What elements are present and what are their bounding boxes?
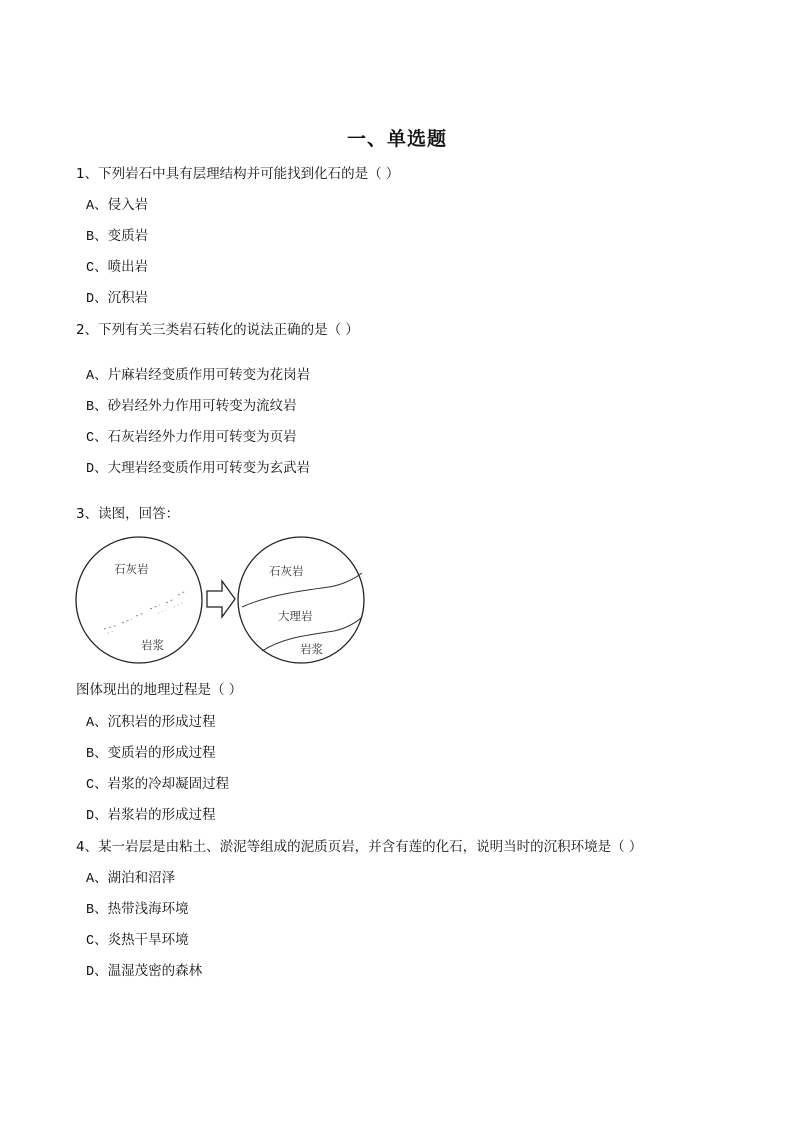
- right-top-label: 石灰岩: [269, 564, 304, 578]
- option-text: 炎热干旱环境: [107, 932, 189, 948]
- option-text: 温湿茂密的森林: [107, 963, 203, 979]
- question-3-option-c[interactable]: [86, 772, 229, 793]
- question-3-option-b[interactable]: [86, 741, 216, 762]
- option-letter: A、: [86, 199, 108, 214]
- rock-transformation-figure: [74, 533, 368, 667]
- option-text: 沉积岩: [107, 290, 149, 306]
- left-circle: [76, 537, 202, 663]
- question-2-option-d[interactable]: [86, 456, 310, 477]
- question-1-stem: 1、下列岩石中具有层理结构并可能找到化石的是（ ）: [76, 166, 400, 182]
- question-4-option-d[interactable]: [86, 959, 202, 980]
- option-letter: B、: [86, 230, 108, 245]
- question-1-option-b[interactable]: [86, 224, 148, 245]
- option-text: 砂岩经外力作用可转变为流纹岩: [107, 398, 297, 414]
- question-2-option-b[interactable]: [86, 394, 297, 415]
- left-bottom-label: 岩浆: [141, 638, 164, 652]
- question-1-option-a[interactable]: [86, 193, 148, 214]
- option-text: 大理岩经变质作用可转变为玄武岩: [107, 460, 311, 476]
- arrow-right-icon: [207, 581, 235, 617]
- option-text: 岩浆岩的形成过程: [107, 807, 216, 823]
- question-4-option-c[interactable]: [86, 928, 189, 949]
- option-text: 湖泊和沼泽: [107, 870, 176, 886]
- option-text: 沉积岩的形成过程: [107, 714, 216, 730]
- question-3-option-d[interactable]: [86, 803, 216, 824]
- option-text: 喷出岩: [107, 259, 149, 275]
- option-letter: D、: [86, 462, 108, 477]
- option-text: 岩浆的冷却凝固过程: [107, 776, 230, 792]
- question-4-option-a[interactable]: [86, 866, 175, 887]
- question-2-option-a[interactable]: [86, 363, 310, 384]
- option-text: 热带浅海环境: [107, 901, 189, 917]
- option-letter: D、: [86, 809, 108, 824]
- left-contact-dashes: [104, 591, 186, 629]
- option-letter: C、: [86, 778, 108, 793]
- question-2-stem: 2、下列有关三类岩石转化的说法正确的是（ ）: [76, 322, 359, 338]
- right-bottom-label: 岩浆: [300, 642, 323, 656]
- option-letter: B、: [86, 747, 108, 762]
- question-2-option-c[interactable]: [86, 425, 297, 446]
- option-letter: D、: [86, 965, 108, 980]
- question-3-sub-stem: 图体现出的地理过程是（ ）: [76, 682, 243, 698]
- option-letter: C、: [86, 431, 108, 446]
- question-1-option-c[interactable]: [86, 255, 148, 276]
- option-letter: C、: [86, 261, 108, 276]
- question-3-option-a[interactable]: [86, 710, 216, 731]
- option-letter: A、: [86, 872, 108, 887]
- question-4-stem: 4、某一岩层是由粘土、淤泥等组成的泥质页岩，并含有莲的化石，说明当时的沉积环境是（ ）: [76, 839, 643, 855]
- option-letter: C、: [86, 934, 108, 949]
- option-letter: B、: [86, 400, 108, 415]
- option-text: 侵入岩: [107, 197, 149, 213]
- option-text: 石灰岩经外力作用可转变为页岩: [107, 429, 297, 445]
- left-contact-dashes-2: [108, 603, 182, 633]
- section-title: 一、单选题: [346, 128, 447, 150]
- left-top-label: 石灰岩: [114, 562, 149, 576]
- question-3-stem: 3、读图，回答：: [76, 506, 180, 522]
- right-upper-boundary: [242, 573, 362, 607]
- right-middle-label: 大理岩: [278, 609, 313, 623]
- option-letter: B、: [86, 903, 108, 918]
- option-text: 变质岩: [107, 228, 149, 244]
- question-1-option-d[interactable]: [86, 286, 148, 307]
- question-4-option-b[interactable]: [86, 897, 189, 918]
- option-text: 片麻岩经变质作用可转变为花岗岩: [107, 367, 311, 383]
- option-letter: A、: [86, 716, 108, 731]
- option-letter: A、: [86, 369, 108, 384]
- option-letter: D、: [86, 292, 108, 307]
- option-text: 变质岩的形成过程: [107, 745, 216, 761]
